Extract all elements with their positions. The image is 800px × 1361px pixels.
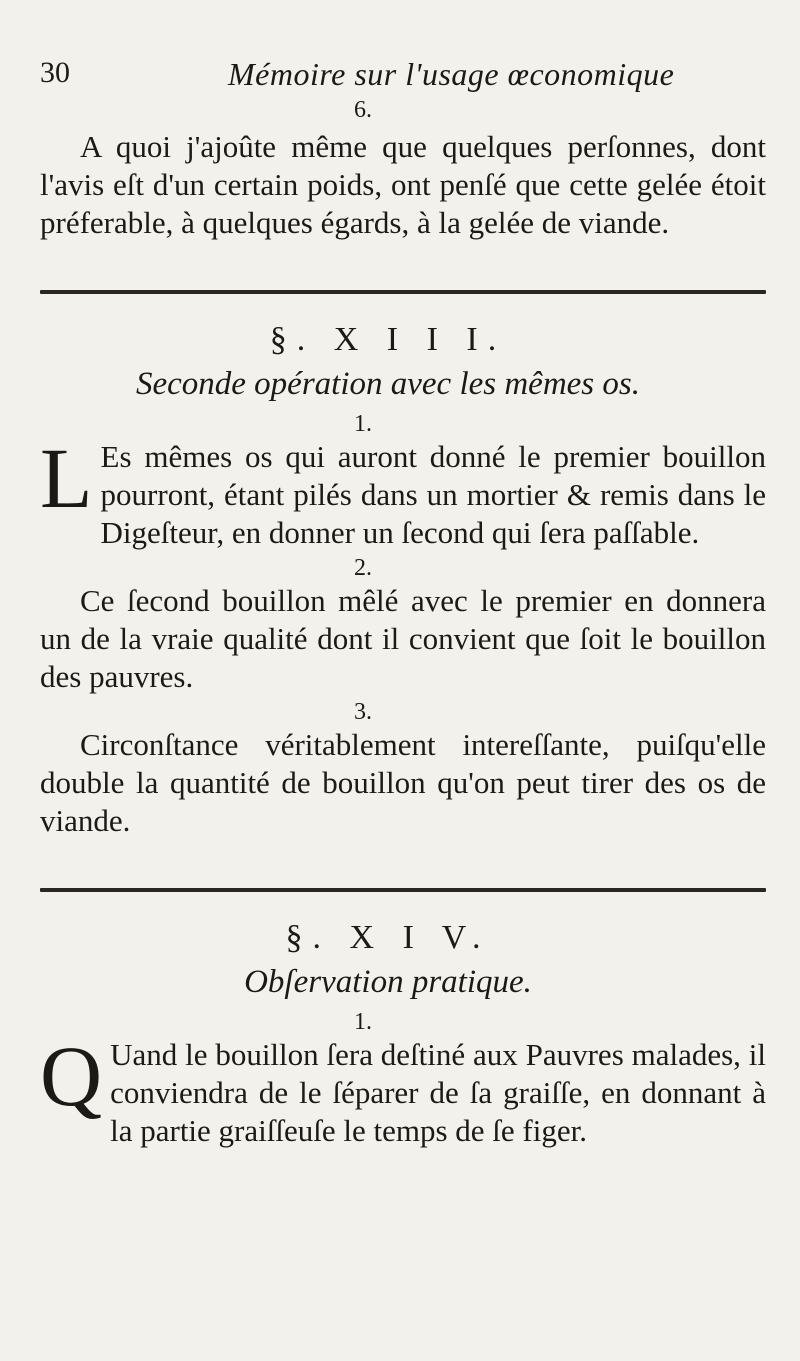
section-heading: §. X I I I. <box>269 321 507 358</box>
section-heading: §. X I V. <box>285 919 491 956</box>
paragraph: Circonſtance véritablement intereſſante, puiſqu'elle double la quantité de bouillon qu'on peut tirer des os de viande. <box>40 727 766 838</box>
paragraph: Uand le bouillon ſera deſtiné aux Pauvres malades, il conviendra de le ſéparer de ſa graiſſe, en donnant à la partie graiſſeuſe le temps de ſe figer. <box>110 1037 766 1148</box>
item-number: 1. <box>354 411 372 437</box>
running-title: Mémoire sur l'usage œconomique <box>228 56 675 92</box>
paragraph: Es mêmes os qui auront donné le premier bouillon pourront, étant pilés dans un mortier & remis dans le Digeſteur, en donner un ſecond qui ſera paſſable. <box>100 439 766 550</box>
paragraph: Ce ſecond bouillon mêlé avec le premier en donnera un de la vraie qualité dont il convient que ſoit le bouillon des pauvres. <box>40 583 766 694</box>
section-subtitle: Obſervation pratique. <box>244 964 532 1000</box>
item-number: 1. <box>354 1009 372 1035</box>
item-number: 3. <box>354 699 372 725</box>
page-number: 30 <box>40 56 70 89</box>
paragraph-with-dropcap <box>40 1028 766 1150</box>
section-divider <box>40 888 766 892</box>
paragraph: A quoi j'ajoûte même que quelques perſonnes, dont l'avis eſt d'un certain poids, ont penſé que cette gelée étoit préferable, à quelques égards, à la gelée de viande. <box>40 129 766 240</box>
paragraph-with-dropcap <box>40 430 766 552</box>
section-subtitle: Seconde opération avec les mêmes os. <box>135 366 640 402</box>
drop-cap: Q <box>40 1028 103 1124</box>
running-head <box>40 56 766 96</box>
drop-cap: L <box>40 430 93 526</box>
section-divider <box>40 290 766 294</box>
item-number: 6. <box>354 97 372 123</box>
item-number: 2. <box>354 555 372 581</box>
